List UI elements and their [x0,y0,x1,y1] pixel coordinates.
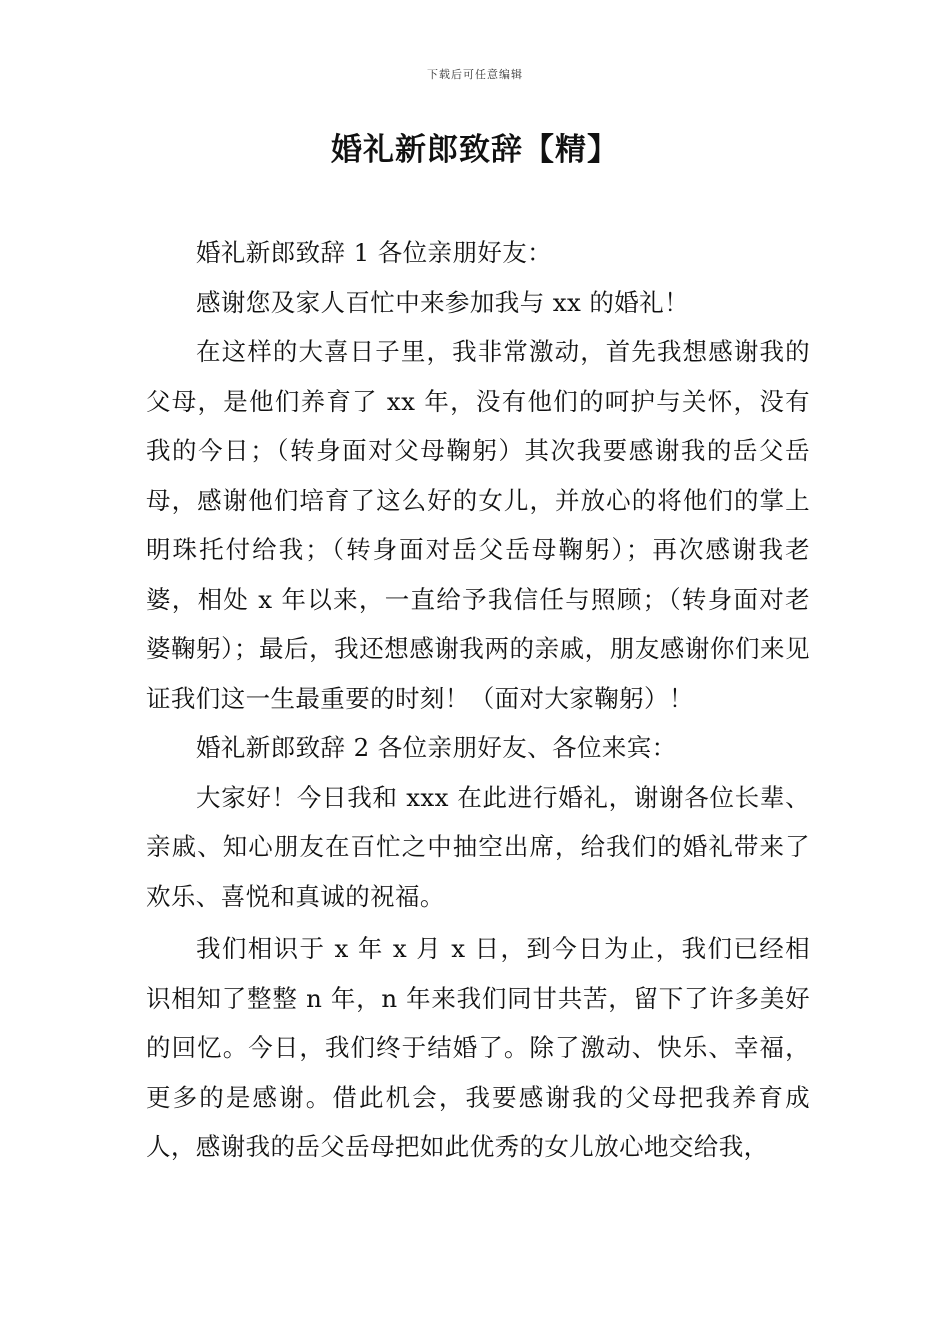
document-body [146,228,810,1172]
paragraph-speech2-greeting: 婚礼新郎致辞 2 各位亲朋好友、各位来宾： [196,733,677,762]
paragraph-speech2-body: 我们相识于 x 年 x 月 x 日，到今日为止，我们已经相识相知了整整 n 年，n 年来我们同甘共苦，留下了许多美好的回忆。今日，我们终于结婚了。除了激动、快乐、幸福，更多的是感谢。借此机会，我要感谢我的父母把我养育成人，感谢我的岳父岳母把如此优秀的女儿放心地交给我， [146,934,810,1161]
paragraph-speech1-thanks: 感谢您及家人百忙中来参加我与 xx 的婚礼！ [196,287,690,317]
paragraph-speech1-greeting: 婚礼新郎致辞 1 各位亲朋好友： [196,238,553,267]
paragraph-speech2-intro: 大家好！今日我和 xxx 在此进行婚礼，谢谢各位长辈、亲戚、知心朋友在百忙之中抽空出席，给我们的婚礼带来了欢乐、喜悦和真诚的祝福。 [146,782,810,911]
paragraph-speech1-body: 在这样的大喜日子里，我非常激动，首先我想感谢我的父母，是他们养育了 xx 年，没有他们的呵护与关怀，没有我的今日；（转身面对父母鞠躬）其次我要感谢我的岳父岳母，感谢他们培育了这么好的女儿，并放心的将他们的掌上明珠托付给我；（转身面对岳父岳母鞠躬）；再次感谢我老婆，相处 x 年以来，一直给予我信任与照顾；（转身面对老婆鞠躬）；最后，我还想感谢我两的亲戚，朋友感谢你们来见证我们这一生最重要的时刻！（面对大家鞠躬）！ [146,337,810,713]
download-note: 下载后可任意编辑 [427,68,523,81]
document-title: 婚礼新郎致辞【精】 [331,132,619,168]
